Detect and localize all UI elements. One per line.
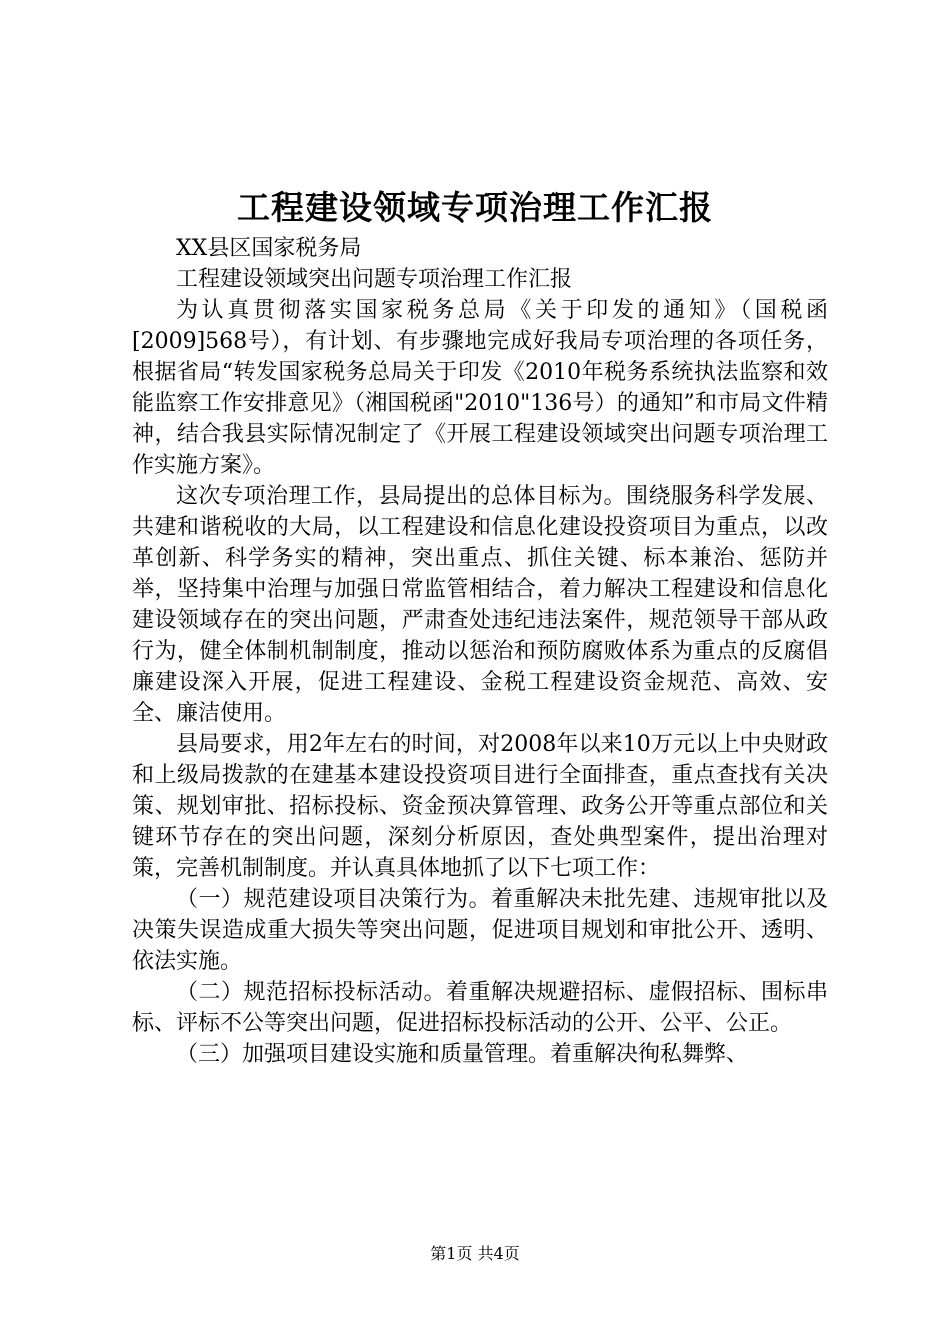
paragraph-requirements: 县局要求，用2年左右的时间，对2008年以来10万元以上中央财政和上级局拨款的在建基本建设投资项目进行全面排查，重点查找有关决策、规划审批、招标投标、资金预决算管理、政务公开等重点部位和关键环节存在的突出问题，深刻分析原因，查处典型案件，提出治理对策，完善机制制度。并认真具体地抓了以下七项工作：	[132, 732, 828, 881]
paragraph-item-2: （二）规范招标投标活动。着重解决规避招标、虚假招标、围标串标、评标不公等突出问题，促进招标投标活动的公开、公平、公正。	[132, 980, 828, 1036]
paragraph-item-1: （一）规范建设项目决策行为。着重解决未批先建、违规审批以及决策失误造成重大损失等突出问题，促进项目规划和审批公开、透明、依法实施。	[132, 887, 828, 974]
document-title: 工程建设领域专项治理工作汇报	[237, 188, 713, 227]
paragraph-item-3: （三）加强项目建设实施和质量管理。着重解决徇私舞弊、	[176, 1042, 749, 1067]
paragraph-goals: 这次专项治理工作，县局提出的总体目标为。围绕服务科学发展、共建和谐税收的大局，以工程建设和信息化建设投资项目为重点，以改革创新、科学务实的精神，突出重点、抓住关键、标本兼治、惩防并举，坚持集中治理与加强日常监管相结合，着力解决工程建设和信息化建设领域存在的突出问题，严肃查处违纪违法案件，规范领导干部从政行为，健全体制机制制度，推动以惩治和预防腐败体系为重点的反腐倡廉建设深入开展，促进工程建设、金税工程建设资金规范、高效、安全、廉洁使用。	[132, 484, 828, 726]
page-footer: 第1页 共4页	[430, 1244, 520, 1263]
paragraph-intro: 为认真贯彻落实国家税务总局《关于印发的通知》（国税函[2009]568号），有计划、有步骤地完成好我局专项治理的各项任务，根据省局“转发国家税务总局关于印发《2010年税务系统执法监察和效能监察工作安排意见》（湘国税函"2010"136号）的通知”和市局文件精神，结合我县实际情况制定了《开展工程建设领域突出问题专项治理工作实施方案》。	[132, 298, 828, 478]
report-subtitle: 工程建设领域突出问题专项治理工作汇报	[176, 267, 573, 292]
issuer-line: XX县区国家税务局	[176, 236, 362, 261]
document-body	[132, 233, 828, 1070]
